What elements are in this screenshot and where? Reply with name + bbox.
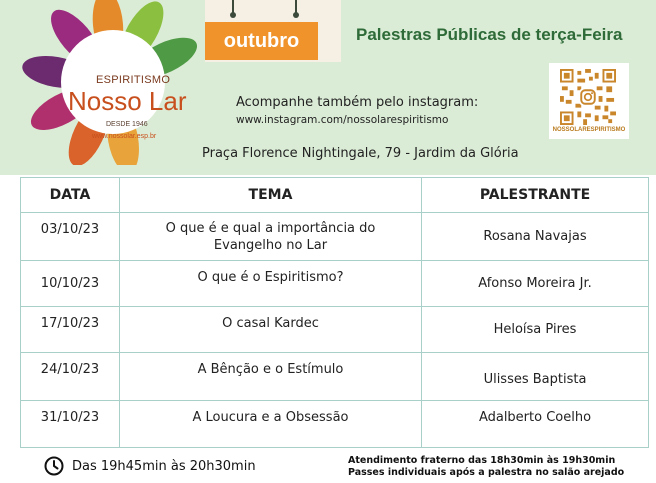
row-speaker: Heloísa Pires [422, 307, 649, 353]
brand-since: DESDE 1946 [106, 121, 148, 128]
row-date: 03/10/23 [21, 213, 120, 261]
brand-url: www.nossolar.esp.br [92, 133, 157, 140]
table-header-row [21, 178, 649, 213]
brand-tagline: ESPIRITISMO [96, 74, 171, 86]
qr-caption: NOSSOLARESPIRITISMO [552, 127, 626, 133]
header-speaker: PALESTRANTE [422, 178, 649, 213]
table-row [21, 261, 649, 307]
time-text: Das 19h45min às 20h30min [72, 459, 256, 474]
row-date: 31/10/23 [21, 401, 120, 448]
row-speaker: Rosana Navajas [422, 213, 649, 261]
row-theme: A Loucura e a Obsessão [120, 401, 422, 448]
header-theme: TEMA [120, 178, 422, 213]
row-theme-text: O que é e qual a importância do Evangelho no Lar [165, 221, 376, 253]
qr-code[interactable] [549, 63, 629, 139]
row-theme [120, 213, 422, 261]
header-banner [0, 0, 656, 175]
row-theme: O casal Kardec [120, 307, 422, 353]
hanger-left-icon [232, 0, 234, 14]
brand-name: Nosso Lar [68, 86, 187, 116]
table-row [21, 307, 649, 353]
row-speaker: Ulisses Baptista [422, 353, 649, 401]
qr-code-icon [559, 69, 617, 125]
table-row [21, 213, 649, 261]
address: Praça Florence Nightingale, 79 - Jardim da Glória [202, 146, 519, 161]
row-speaker: Afonso Moreira Jr. [422, 261, 649, 307]
schedule-table [20, 177, 649, 448]
row-theme: O que é o Espiritismo? [120, 261, 422, 307]
row-date: 24/10/23 [21, 353, 120, 401]
table-row [21, 353, 649, 401]
row-theme: A Bênção e o Estímulo [120, 353, 422, 401]
footer-notes [348, 455, 624, 479]
instagram-url[interactable]: www.instagram.com/nossolarespiritismo [236, 114, 449, 126]
footer-line-2: Passes individuais após a palestra no salão arejado [348, 467, 625, 478]
hanger-right-icon [295, 0, 297, 14]
footer-line-1: Atendimento fraterno das 18h30min às 19h30min [348, 455, 616, 466]
table-row [21, 401, 649, 448]
row-date: 10/10/23 [21, 261, 120, 307]
month-label: outubro [205, 22, 318, 60]
series-title: Palestras Públicas de terça-Feira [356, 25, 623, 44]
row-date: 17/10/23 [21, 307, 120, 353]
instagram-label: Acompanhe também pelo instagram: [236, 95, 479, 110]
row-speaker: Adalberto Coelho [422, 401, 649, 448]
header-date: DATA [21, 178, 120, 213]
clock-icon [44, 456, 64, 476]
